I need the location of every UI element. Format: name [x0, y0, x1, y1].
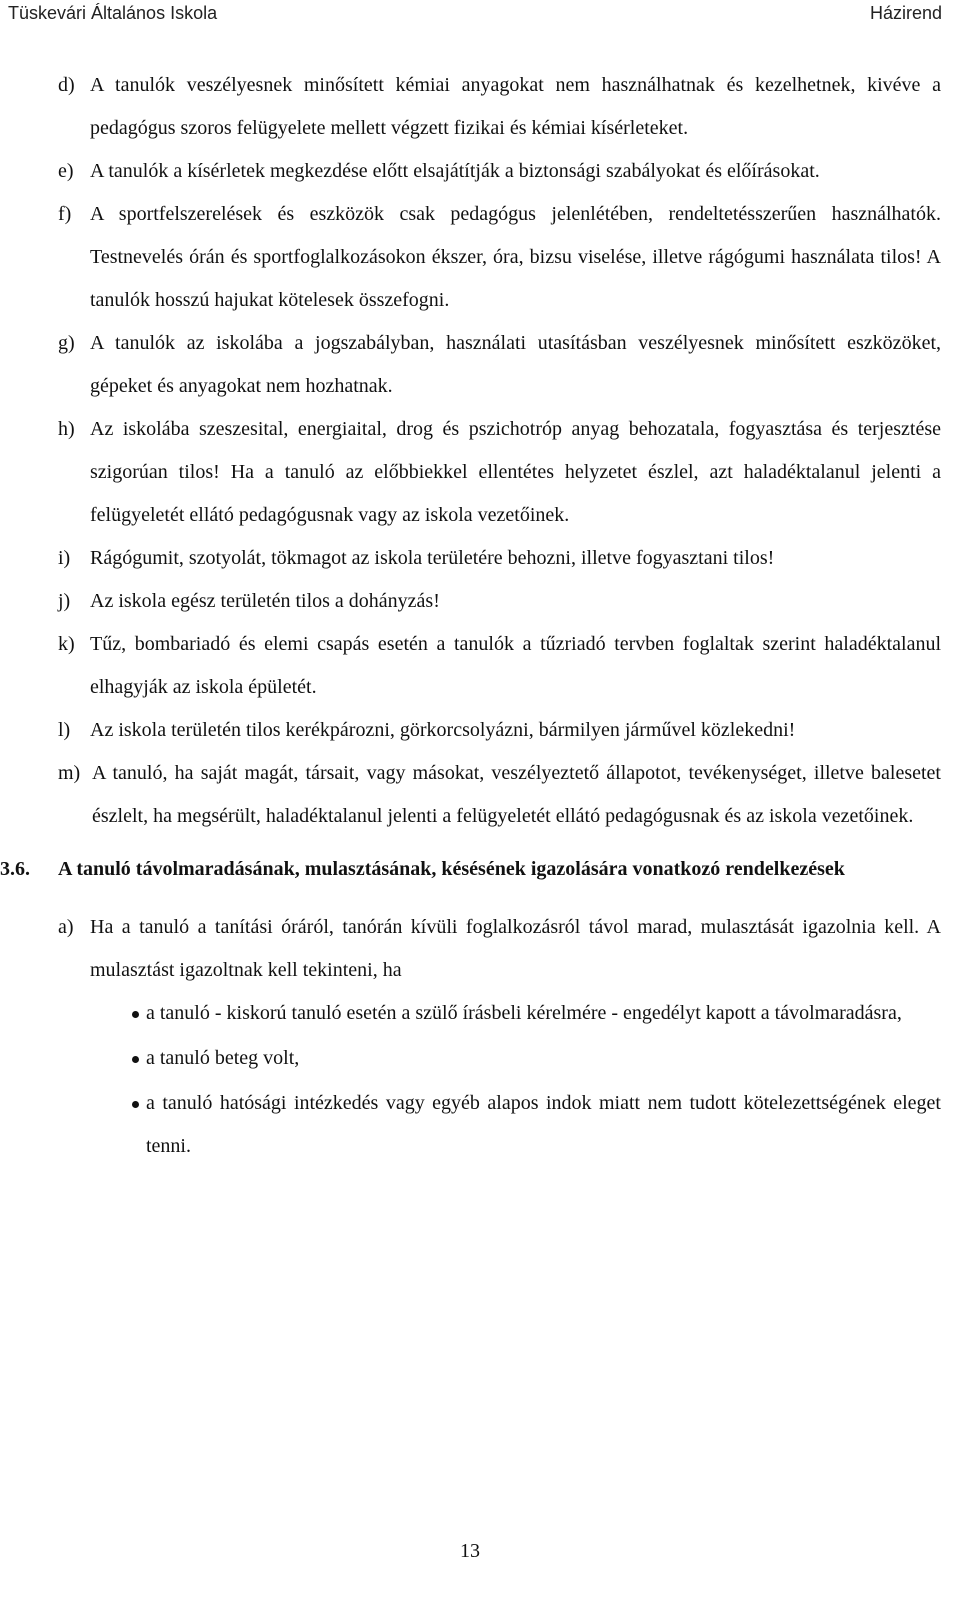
item-text: Ha a tanuló a tanítási óráról, tanórán kívüli foglalkozásról távol marad, mulasztását igazolnia kell. A mulasztást igazoltnak kell tekinteni, ha [90, 916, 941, 981]
item-text: Tűz, bombariadó és elemi csapás esetén a tanulók a tűzriadó tervben foglaltak szerint haladéktalanul elhagyják az iskola épületét. [90, 633, 941, 698]
item-text: A tanulók veszélyesnek minősített kémiai anyagokat nem használhatnak és kezelhetnek, kivéve a pedagógus szoros felügyelete mellett végzett fizikai és kémiai kísérleteket. [90, 74, 941, 139]
bullet-text: a tanuló beteg volt, [146, 1047, 300, 1069]
item-label: l) [58, 719, 71, 741]
page-header [0, 0, 960, 40]
bullet-item [108, 992, 941, 1035]
item-label: f) [58, 203, 72, 225]
item-text: Az iskola egész területén tilos a dohányzás! [90, 590, 440, 612]
bullet-list [108, 992, 941, 1168]
item-text: A tanulók az iskolába a jogszabályban, használati utasításban veszélyesnek minősített eszközöket, gépeket és anyagokat nem hozhatnak. [90, 332, 941, 397]
list-item [58, 709, 941, 752]
spacer [58, 891, 941, 906]
list-item [58, 906, 941, 992]
list-item [58, 322, 941, 408]
item-label: d) [58, 74, 75, 96]
item-text: A tanuló, ha saját magát, társait, vagy másokat, veszélyeztető állapotot, tevékenységet, illetve balesetet észlelt, ha megsérült, haladéktalanul jelenti a felügyeletét ellátó pedagógusnak és az iskola vezetőinek. [92, 762, 941, 827]
item-label: a) [58, 916, 74, 938]
item-text: Az iskolába szeszesital, energiaital, drog és pszichotróp anyag behozatala, fogyasztása és terjesztése szigorúan tilos! Ha a tanuló az előbbiekkel ellentétes helyzetet észlel, azt haladéktalanul jelenti a felügyeletét ellátó pedagógusnak vagy az iskola vezetőinek. [90, 418, 941, 526]
item-label: k) [58, 633, 75, 655]
item-label: j) [58, 590, 71, 612]
bullet-item [108, 1082, 941, 1168]
bullet-item [108, 1037, 941, 1080]
list-item [58, 580, 941, 623]
list-item [58, 623, 941, 709]
list-item [58, 408, 941, 537]
list-item [58, 193, 941, 322]
item-text: A tanulók a kísérletek megkezdése előtt elsajátítják a biztonsági szabályokat és előírásokat. [90, 160, 820, 182]
item-label: i) [58, 547, 71, 569]
item-label: e) [58, 160, 74, 182]
document-title: Házirend [869, 3, 942, 23]
section-number: 3.6. [0, 858, 30, 880]
bullet-icon [132, 1056, 139, 1063]
item-text: Rágógumit, szotyolát, tökmagot az iskola területére behozni, illetve fogyasztani tilos! [90, 547, 775, 569]
page-number: 13 [460, 1540, 480, 1562]
section-title: A tanuló távolmaradásának, mulasztásának, késésének igazolására vonatkozó rendelkezések [58, 858, 845, 880]
list-item [58, 64, 941, 150]
item-text: Az iskola területén tilos kerékpározni, görkorcsolyázni, bármilyen járművel közlekedni! [90, 719, 796, 741]
item-label: g) [58, 332, 75, 354]
bullet-text: a tanuló - kiskorú tanuló esetén a szülő írásbeli kérelmére - engedélyt kapott a távolmaradásra, [146, 1002, 902, 1024]
item-text: A sportfelszerelések és eszközök csak pedagógus jelenlétében, rendeltetésszerűen használhatók. Testnevelés órán és sportfoglalkozásokon ékszer, óra, bizsu viselése, illetve rágógumi használata tilos! A tanulók hosszú hajukat kötelesek összefogni. [90, 203, 941, 311]
list-item [58, 537, 941, 580]
bullet-text: a tanuló hatósági intézkedés vagy egyéb alapos indok miatt nem tudott kötelezettségének eleget tenni. [146, 1092, 941, 1157]
list-item [58, 150, 941, 193]
bullet-icon [132, 1101, 139, 1108]
bullet-icon [132, 1011, 139, 1018]
document-body [0, 64, 941, 1170]
item-label: h) [58, 418, 75, 440]
school-name: Tüskevári Általános Iskola [8, 3, 218, 23]
section-heading [0, 848, 941, 891]
list-item [58, 752, 941, 838]
item-label: m) [58, 762, 81, 784]
